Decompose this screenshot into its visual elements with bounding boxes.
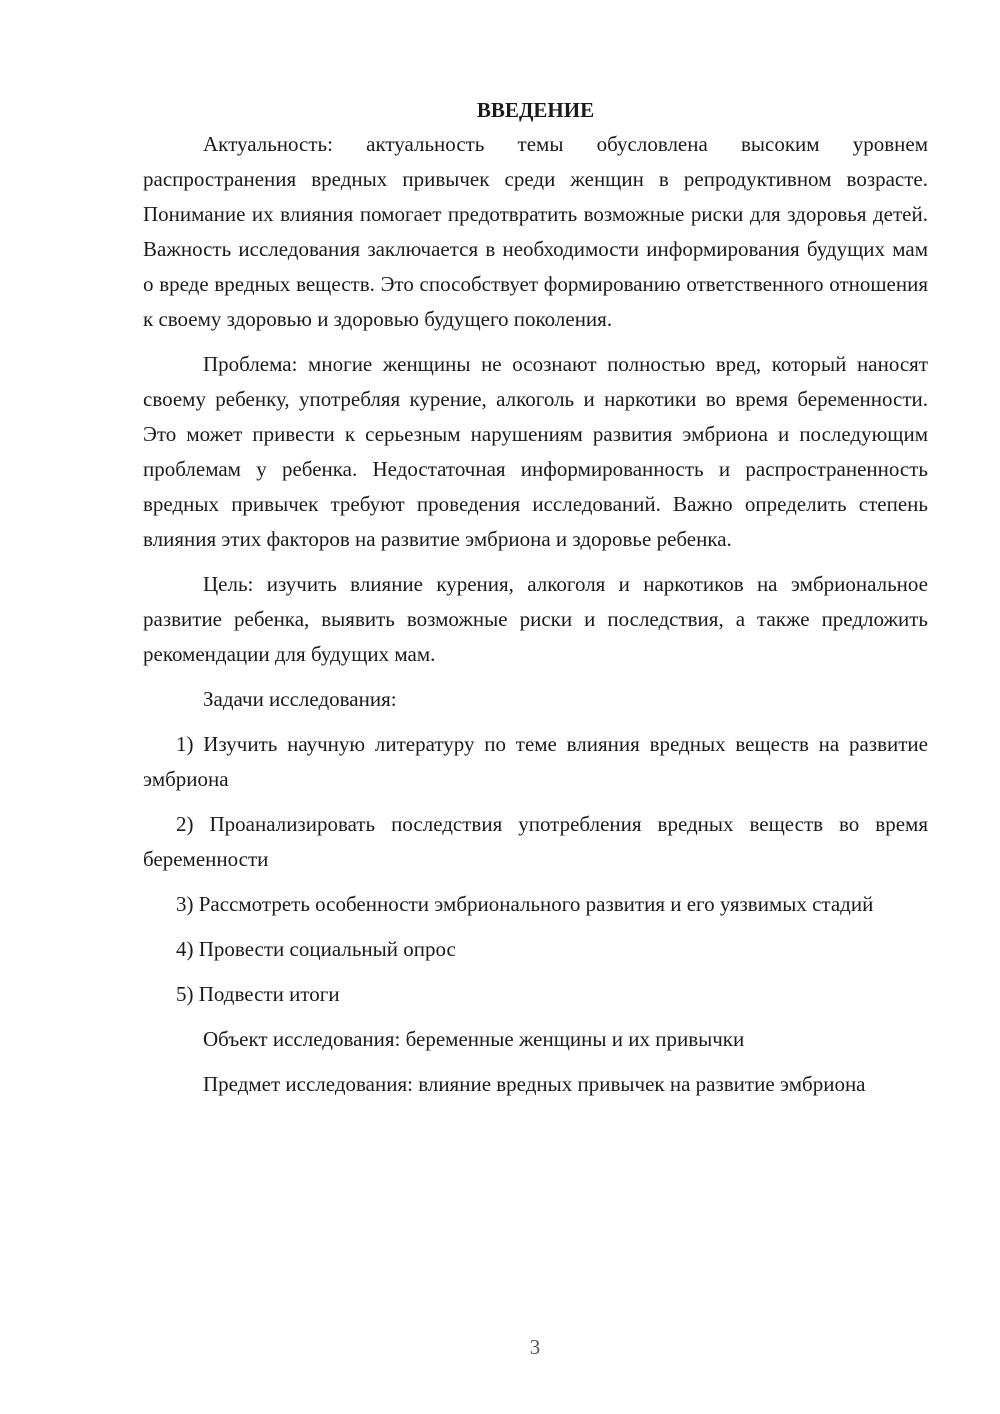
list-item: 3) Рассмотреть особенности эмбрионального развития и его уязвимых стадий (176, 892, 874, 916)
paragraph-subject: Предмет исследования: влияние вредных привычек на развитие эмбриона (203, 1072, 866, 1096)
paragraph-object: Объект исследования: беременные женщины и их привычки (203, 1027, 745, 1051)
list-item: 2) Проанализировать последствия употребления вредных веществ во время беременности (143, 812, 928, 871)
page-number: 3 (529, 1335, 541, 1359)
page-title: ВВЕДЕНИЕ (476, 98, 595, 122)
paragraph-relevance: Актуальность: актуальность темы обусловлена высоким уровнем распространения вредных привычек среди женщин в репродуктивном возрасте. Понимание их влияния помогает предотвратить возможные риски для здоровья детей. Важность исследования заключается в необходимости информирования будущих мам о вреде вредных веществ. Это способствует формированию ответственного отношения к своему здоровью и здоровью будущего поколения. (143, 132, 928, 331)
list-item: 4) Провести социальный опрос (176, 937, 456, 961)
tasks-heading: Задачи исследования: (203, 687, 397, 711)
tasks-list (143, 727, 928, 1012)
paragraph-goal: Цель: изучить влияние курения, алкоголя и наркотиков на эмбриональное развитие ребенка, выявить возможные риски и последствия, а также предложить рекомендации для будущих мам. (143, 572, 928, 666)
list-item: 5) Подвести итоги (176, 982, 340, 1006)
paragraph-problem: Проблема: многие женщины не осознают полностью вред, который наносят своему ребенку, употребляя курение, алкоголь и наркотики во время беременности. Это может привести к серьезным нарушениям развития эмбриона и последующим проблемам у ребенка. Недостаточная информированность и распространенность вредных привычек требуют проведения исследований. Важно определить степень влияния этих факторов на развитие эмбриона и здоровье ребенка. (143, 352, 928, 551)
list-item: 1) Изучить научную литературу по теме влияния вредных веществ на развитие эмбриона (143, 732, 928, 791)
page-body (143, 95, 928, 1112)
